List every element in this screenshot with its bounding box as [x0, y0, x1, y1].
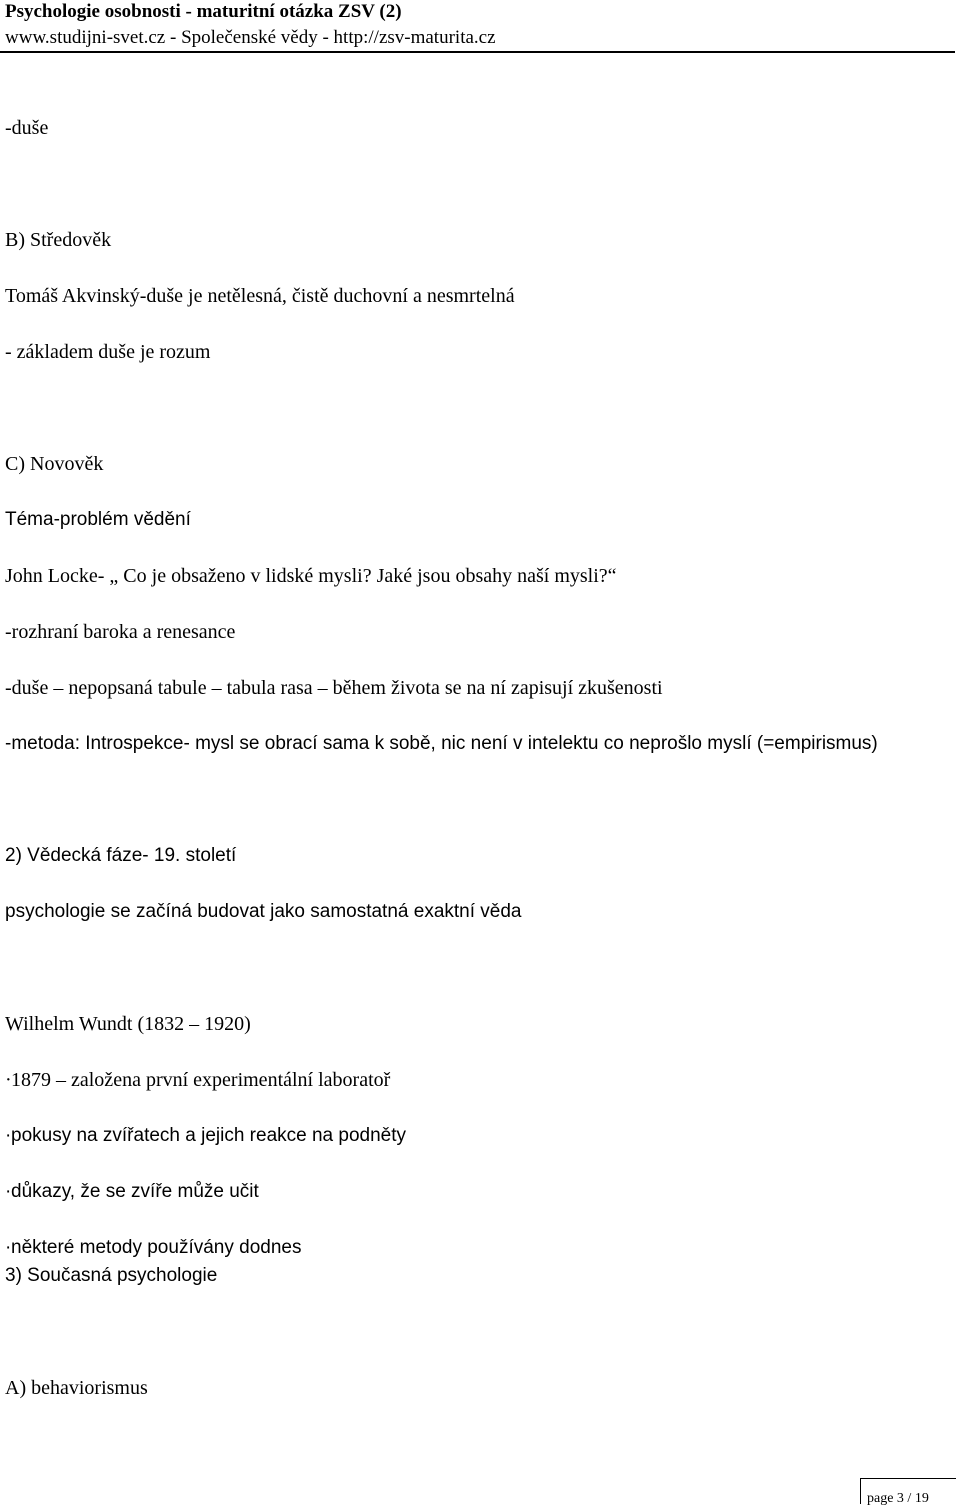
list-item: [5, 1180, 259, 1204]
section-heading: A) behaviorismus: [5, 1377, 148, 1399]
document-source-line: www.studijni-svet.cz - Společenské vědy - http://zsv-maturita.cz: [5, 27, 496, 48]
section-heading: 3) Současná psychologie: [5, 1265, 218, 1286]
bullet-icon: ·: [5, 1181, 12, 1202]
bullet-icon: ·: [5, 1069, 12, 1091]
text-line: Wilhelm Wundt (1832 – 1920): [5, 1013, 251, 1035]
text-line: -duše – nepopsaná tabule – tabula rasa – během života se na ní zapisují zkušenosti: [5, 677, 663, 699]
text-line: - základem duše je rozum: [5, 341, 211, 363]
text-line: -duše: [5, 117, 49, 139]
list-item-text: některé metody používány dodnes: [11, 1237, 302, 1258]
section-heading: 2) Vědecká fáze- 19. století: [5, 845, 237, 866]
header-divider: [0, 51, 955, 53]
list-item-text: pokusy na zvířatech a jejich reakce na podněty: [11, 1125, 407, 1146]
list-item: [5, 1236, 301, 1260]
text-line: -rozhraní baroka a renesance: [5, 621, 236, 643]
text-line: John Locke- „ Co je obsaženo v lidské mysli? Jaké jsou obsahy naší mysli?“: [5, 565, 617, 587]
list-item: [5, 1124, 406, 1148]
text-line: Téma-problém vědění: [5, 509, 191, 530]
text-line: psychologie se začíná budovat jako samostatná exaktní věda: [5, 901, 522, 922]
list-item: [5, 1068, 390, 1092]
page-number: page 3 / 19: [867, 1491, 929, 1506]
page-footer: [860, 1478, 956, 1504]
bullet-icon: ·: [5, 1125, 12, 1146]
text-line: -metoda: Introspekce- mysl se obrací sama k sobě, nic není v intelektu co neprošlo myslí (=empirismus): [5, 733, 878, 754]
section-heading: C) Novověk: [5, 453, 104, 475]
list-item-text: důkazy, že se zvíře může učit: [11, 1181, 259, 1202]
section-heading: B) Středověk: [5, 229, 112, 251]
text-line: Tomáš Akvinský-duše je netělesná, čistě duchovní a nesmrtelná: [5, 285, 515, 307]
page-header: [5, 0, 955, 49]
document-title: Psychologie osobnosti - maturitní otázka ZSV (2): [5, 1, 402, 22]
list-item-text: 1879 – založena první experimentální laboratoř: [11, 1069, 391, 1091]
bullet-icon: ·: [5, 1237, 12, 1258]
